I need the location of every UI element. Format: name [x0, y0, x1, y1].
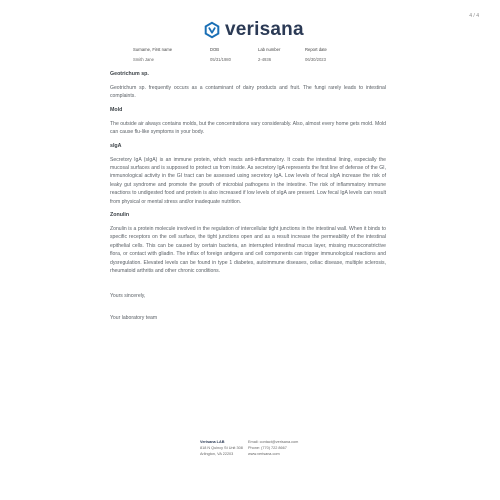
footer-phone: Phone: (770) 722 8667	[248, 445, 287, 450]
section-zonulin	[110, 212, 386, 275]
value-dob: 05/31/1980	[210, 57, 231, 62]
signature: Your laboratory team	[110, 314, 158, 321]
footer-company: Verisana LAB	[200, 440, 225, 444]
section-mold	[110, 107, 386, 137]
page-number: 4 / 4	[469, 13, 479, 19]
footer	[200, 440, 298, 457]
label-name: Surname, First name	[133, 47, 173, 52]
footer-website[interactable]: www.verisana.com	[248, 451, 280, 456]
patient-header-values	[133, 57, 365, 62]
brand-name: verisana	[225, 19, 304, 40]
patient-header	[133, 47, 365, 67]
verisana-logo-icon	[203, 21, 221, 39]
value-name: Smith Jane	[133, 57, 154, 62]
footer-address	[200, 440, 248, 457]
footer-email[interactable]: Email: contact@verisana.com	[248, 440, 299, 444]
section-paragraph: Geotrichum sp. frequently occurs as a contaminant of dairy products and fruit. The fungi rarely leads to intestinal complaints.	[110, 85, 386, 100]
section-siga	[110, 143, 386, 206]
footer-address-line2: Arlington, VA 22203	[200, 451, 234, 456]
value-report-date: 06/30/2023	[305, 57, 326, 62]
label-dob: DOB	[210, 47, 220, 52]
section-paragraph: The outside air always contains molds, but the concentrations vary considerably. Also, almost every home gets mold. Mold can cause flu-like symptoms in your body.	[110, 120, 386, 136]
label-report-date: Report date	[305, 47, 327, 52]
brand-logo	[203, 19, 304, 41]
section-title: Geotrichum sp.	[110, 71, 149, 77]
report-body	[110, 71, 386, 328]
section-paragraph: Secretory IgA (sIgA) is an immune protein, which reacts anti-inflammatory. It coats the intestinal lining, especially the mucosal surfaces and is supposed to protect us from inside. As secretory IgA represents the first line of defense of the GI, immunological activity in the GI tract can be assessed using secretory IgA. Low levels of fecal sIgA increase the risk of leaky gut syndrome and promote the growth of microbial pathogens in the intestine. The risk of inflammatory immune reactions to undigested food and protein is also increased if low levels of sIgA are present. Low fecal IgA levels can result from physical or mental stress and/or inadequate nutrition.	[110, 156, 386, 205]
section-paragraph: Zonulin is a protein molecule involved in the regulation of intercellular tight junctions in the intestinal wall. When it binds to specific receptors on the cell surface, the tight junctions open and as a result increase the permeability of the intestinal epithelial cells. This can be caused by certain bacteria, an interrupted intestinal mucus layer, missing mucoconstrictive flora, or contact with gliadin. The influx of foreign antigens and cell components can trigger immunological reactions and dysregulation. Elevated levels can be found in type 1 diabetes, autoimmune diseases, celiac disease, multiple sclerosis, rheumatoid arthritis and other chronic conditions.	[110, 226, 386, 275]
patient-header-labels	[133, 47, 365, 52]
section-title: Mold	[110, 106, 123, 113]
footer-address-line1: 818 N Quincy St Unit 308	[200, 445, 243, 450]
section-title: Zonulin	[110, 212, 130, 219]
section-title: sIgA	[110, 142, 122, 149]
value-lab-number: 2-4936	[258, 57, 272, 62]
section-geotrichum	[110, 71, 386, 101]
closing-line: Yours sincerely,	[110, 292, 146, 299]
footer-contact	[248, 440, 298, 457]
label-lab-number: Lab number	[258, 47, 281, 52]
